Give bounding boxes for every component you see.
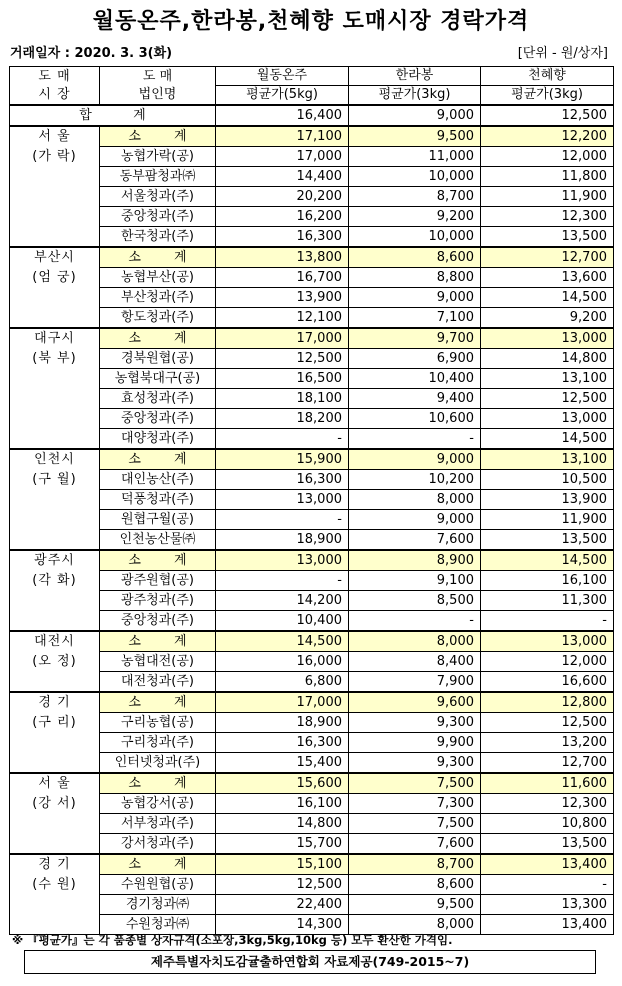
price-value-1: - xyxy=(216,571,349,591)
subtotal-label: 소 계 xyxy=(100,854,216,875)
subtotal-row xyxy=(10,550,614,571)
price-value-1: 17,100 xyxy=(216,126,349,147)
table-row xyxy=(10,409,614,429)
table-row xyxy=(10,571,614,591)
footnote: ※ 『평균가』는 각 품종별 상자규격(소포장,3kg,5kg,10kg 등) 모두 환산한 가격임. xyxy=(12,933,453,947)
page-title: 월동온주,한라봉,천혜향 도매시장 경락가격 xyxy=(92,9,530,34)
region-name: 부산시 (엄 궁) xyxy=(10,247,100,328)
table-row xyxy=(10,349,614,369)
price-value-2: 7,500 xyxy=(349,814,481,834)
price-value-3: 12,300 xyxy=(481,794,614,814)
price-value-2: 9,000 xyxy=(349,510,481,530)
subtotal-label: 소 계 xyxy=(100,550,216,571)
price-value-2: 11,000 xyxy=(349,147,481,167)
price-value-1: 15,400 xyxy=(216,753,349,774)
corp-name: 구리청과(주) xyxy=(100,733,216,753)
price-value-1: 16,500 xyxy=(216,369,349,389)
price-value-3: 13,600 xyxy=(481,268,614,288)
price-value-1: 22,400 xyxy=(216,895,349,915)
price-value-1: 16,300 xyxy=(216,470,349,490)
header-unit-3: 평균가(3kg) xyxy=(481,86,614,106)
corp-name: 중앙청과(주) xyxy=(100,611,216,632)
price-value-3: 12,200 xyxy=(481,126,614,147)
corp-name: 효성청과(주) xyxy=(100,389,216,409)
total-label: 합 계 xyxy=(10,105,216,126)
price-value-3: 13,000 xyxy=(481,409,614,429)
corp-name: 덕풍청과(주) xyxy=(100,490,216,510)
corp-name: 원협구월(공) xyxy=(100,510,216,530)
price-value-3: 16,100 xyxy=(481,571,614,591)
price-value-2: 8,700 xyxy=(349,854,481,875)
corp-name: 수원원협(공) xyxy=(100,875,216,895)
table-row xyxy=(10,814,614,834)
price-value-3: 13,400 xyxy=(481,854,614,875)
subtotal-row xyxy=(10,773,614,794)
price-value-3: 11,600 xyxy=(481,773,614,794)
corp-name: 한국청과(주) xyxy=(100,227,216,248)
header-product-2: 한라봉 xyxy=(349,67,481,86)
subtotal-row xyxy=(10,854,614,875)
subtotal-row xyxy=(10,328,614,349)
corp-name: 대전청과(주) xyxy=(100,672,216,693)
price-value-3: 14,500 xyxy=(481,288,614,308)
price-value-1: 12,500 xyxy=(216,349,349,369)
price-value-3: 11,300 xyxy=(481,591,614,611)
table-row xyxy=(10,167,614,187)
price-value-1: 13,800 xyxy=(216,247,349,268)
price-value-1: 16,100 xyxy=(216,794,349,814)
price-value-1: 16,000 xyxy=(216,652,349,672)
region-name: 서 울 (강 서) xyxy=(10,773,100,854)
price-value-1: 14,200 xyxy=(216,591,349,611)
subtotal-label: 소 계 xyxy=(100,247,216,268)
corp-name: 서부청과(주) xyxy=(100,814,216,834)
price-value-2: 7,100 xyxy=(349,308,481,329)
corp-name: 인터넷청과(주) xyxy=(100,753,216,774)
table-row xyxy=(10,369,614,389)
table-row xyxy=(10,611,614,632)
price-value-3: 14,500 xyxy=(481,429,614,450)
table-row xyxy=(10,490,614,510)
price-value-2: 9,300 xyxy=(349,713,481,733)
price-value-1: 14,300 xyxy=(216,915,349,935)
price-value-2: 7,300 xyxy=(349,794,481,814)
price-value-3: 13,500 xyxy=(481,834,614,855)
corp-name: 농협부산(공) xyxy=(100,268,216,288)
header-unit-1: 평균가(5kg) xyxy=(216,86,349,106)
price-value-2: 9,000 xyxy=(349,449,481,470)
price-value-3: 11,800 xyxy=(481,167,614,187)
total-value-3: 12,500 xyxy=(481,105,614,126)
table-row xyxy=(10,713,614,733)
price-value-2: 8,500 xyxy=(349,591,481,611)
price-value-1: 16,200 xyxy=(216,207,349,227)
price-value-3: 12,000 xyxy=(481,652,614,672)
price-value-1: 13,000 xyxy=(216,550,349,571)
price-value-1: 15,100 xyxy=(216,854,349,875)
price-value-1: 13,000 xyxy=(216,490,349,510)
price-value-2: 8,800 xyxy=(349,268,481,288)
price-value-2: 8,400 xyxy=(349,652,481,672)
table-row xyxy=(10,591,614,611)
price-value-3: 10,500 xyxy=(481,470,614,490)
corp-name: 수원청과㈜ xyxy=(100,915,216,935)
subtotal-row xyxy=(10,247,614,268)
price-value-1: 17,000 xyxy=(216,328,349,349)
price-value-3: 12,700 xyxy=(481,753,614,774)
corp-name: 중앙청과(주) xyxy=(100,207,216,227)
corp-name: 농협대전(공) xyxy=(100,652,216,672)
table-row xyxy=(10,470,614,490)
table-row xyxy=(10,895,614,915)
price-value-3: 10,800 xyxy=(481,814,614,834)
price-value-3: 9,200 xyxy=(481,308,614,329)
corp-name: 구리농협(공) xyxy=(100,713,216,733)
price-value-2: 9,600 xyxy=(349,692,481,713)
region-name: 광주시 (각 화) xyxy=(10,550,100,631)
price-value-2: 10,000 xyxy=(349,167,481,187)
price-value-3: 14,800 xyxy=(481,349,614,369)
price-value-2: 7,600 xyxy=(349,834,481,855)
price-value-3: 12,800 xyxy=(481,692,614,713)
subtotal-label: 소 계 xyxy=(100,126,216,147)
price-value-3: 12,500 xyxy=(481,713,614,733)
price-value-1: 16,300 xyxy=(216,733,349,753)
price-value-2: - xyxy=(349,611,481,632)
corp-name: 대양청과(주) xyxy=(100,429,216,450)
price-value-2: 9,500 xyxy=(349,895,481,915)
price-value-2: 7,600 xyxy=(349,530,481,551)
price-value-3: 13,100 xyxy=(481,369,614,389)
price-value-1: 15,700 xyxy=(216,834,349,855)
corp-name: 강서청과(주) xyxy=(100,834,216,855)
subtotal-label: 소 계 xyxy=(100,328,216,349)
price-value-1: 20,200 xyxy=(216,187,349,207)
price-value-2: 9,700 xyxy=(349,328,481,349)
price-value-1: 13,900 xyxy=(216,288,349,308)
table-row xyxy=(10,288,614,308)
price-value-2: - xyxy=(349,429,481,450)
subtotal-row xyxy=(10,631,614,652)
price-value-3: 14,500 xyxy=(481,550,614,571)
price-value-1: 15,900 xyxy=(216,449,349,470)
price-value-3: 13,500 xyxy=(481,227,614,248)
price-value-2: 8,000 xyxy=(349,915,481,935)
corp-name: 농협북대구(공) xyxy=(100,369,216,389)
region-name: 대구시 (북 부) xyxy=(10,328,100,449)
corp-name: 농협강서(공) xyxy=(100,794,216,814)
price-value-1: 6,800 xyxy=(216,672,349,693)
price-value-2: 8,000 xyxy=(349,490,481,510)
corp-name: 중앙청과(주) xyxy=(100,409,216,429)
header-market: 도 매 시 장 xyxy=(10,67,100,106)
price-value-3: 11,900 xyxy=(481,510,614,530)
price-value-2: 7,900 xyxy=(349,672,481,693)
table-row xyxy=(10,530,614,551)
trade-date: 거래일자 : 2020. 3. 3(화) xyxy=(10,46,173,61)
price-value-3: 12,300 xyxy=(481,207,614,227)
price-value-1: 17,000 xyxy=(216,692,349,713)
table-row xyxy=(10,753,614,774)
table-row xyxy=(10,308,614,329)
header-unit-2: 평균가(3kg) xyxy=(349,86,481,106)
price-value-2: 9,200 xyxy=(349,207,481,227)
price-value-2: 8,900 xyxy=(349,550,481,571)
price-value-2: 9,900 xyxy=(349,733,481,753)
corp-name: 항도청과(주) xyxy=(100,308,216,329)
price-value-3: 11,900 xyxy=(481,187,614,207)
total-value-2: 9,000 xyxy=(349,105,481,126)
subtotal-row xyxy=(10,126,614,147)
subtotal-label: 소 계 xyxy=(100,773,216,794)
region-name: 경 기 (수 원) xyxy=(10,854,100,935)
price-value-2: 10,200 xyxy=(349,470,481,490)
table-row xyxy=(10,794,614,814)
region-name: 인천시 (구 월) xyxy=(10,449,100,550)
table-row xyxy=(10,227,614,248)
table-row xyxy=(10,672,614,693)
price-value-1: 18,200 xyxy=(216,409,349,429)
table-row xyxy=(10,652,614,672)
price-value-2: 10,400 xyxy=(349,369,481,389)
price-value-3: 12,700 xyxy=(481,247,614,268)
subtotal-label: 소 계 xyxy=(100,692,216,713)
price-value-1: - xyxy=(216,510,349,530)
price-value-1: 16,300 xyxy=(216,227,349,248)
price-value-1: 18,900 xyxy=(216,713,349,733)
price-value-3: 13,500 xyxy=(481,530,614,551)
price-value-2: 6,900 xyxy=(349,349,481,369)
price-value-3: 13,000 xyxy=(481,328,614,349)
price-value-3: 13,900 xyxy=(481,490,614,510)
price-value-3: 13,200 xyxy=(481,733,614,753)
corp-name: 농협가락(공) xyxy=(100,147,216,167)
table-row xyxy=(10,389,614,409)
price-value-1: 14,500 xyxy=(216,631,349,652)
corp-name: 부산청과(주) xyxy=(100,288,216,308)
price-value-3: 12,000 xyxy=(481,147,614,167)
price-value-1: 10,400 xyxy=(216,611,349,632)
table-row xyxy=(10,187,614,207)
price-value-3: - xyxy=(481,875,614,895)
corp-name: 경기청과㈜ xyxy=(100,895,216,915)
price-value-3: 13,400 xyxy=(481,915,614,935)
price-value-1: 17,000 xyxy=(216,147,349,167)
price-value-1: 14,400 xyxy=(216,167,349,187)
price-value-2: 8,600 xyxy=(349,247,481,268)
table-row xyxy=(10,147,614,167)
unit-label: [단위 - 원/상자] xyxy=(517,46,608,61)
price-value-3: 12,500 xyxy=(481,389,614,409)
total-row xyxy=(10,105,614,126)
corp-name: 동부팜청과㈜ xyxy=(100,167,216,187)
table-row xyxy=(10,834,614,855)
corp-name: 대인농산(주) xyxy=(100,470,216,490)
table-row xyxy=(10,875,614,895)
price-value-2: 9,400 xyxy=(349,389,481,409)
price-value-1: 12,100 xyxy=(216,308,349,329)
price-value-2: 10,000 xyxy=(349,227,481,248)
price-value-3: - xyxy=(481,611,614,632)
total-value-1: 16,400 xyxy=(216,105,349,126)
price-value-1: 15,600 xyxy=(216,773,349,794)
table-row xyxy=(10,510,614,530)
price-value-1: - xyxy=(216,429,349,450)
price-value-2: 8,600 xyxy=(349,875,481,895)
price-value-2: 9,100 xyxy=(349,571,481,591)
price-value-1: 16,700 xyxy=(216,268,349,288)
source-box: 제주특별자치도감귤출하연합회 자료제공(749-2015~7) xyxy=(24,950,596,974)
subtotal-row xyxy=(10,692,614,713)
corp-name: 경북원협(공) xyxy=(100,349,216,369)
price-value-1: 18,100 xyxy=(216,389,349,409)
price-value-3: 13,100 xyxy=(481,449,614,470)
price-value-2: 9,300 xyxy=(349,753,481,774)
price-value-1: 14,800 xyxy=(216,814,349,834)
price-value-3: 16,600 xyxy=(481,672,614,693)
header-product-1: 월동온주 xyxy=(216,67,349,86)
region-name: 대전시 (오 정) xyxy=(10,631,100,692)
subtotal-row xyxy=(10,449,614,470)
table-row xyxy=(10,733,614,753)
price-table xyxy=(9,66,614,935)
price-value-2: 8,000 xyxy=(349,631,481,652)
price-value-3: 13,300 xyxy=(481,895,614,915)
price-value-2: 10,600 xyxy=(349,409,481,429)
header-product-3: 천혜향 xyxy=(481,67,614,86)
subtotal-label: 소 계 xyxy=(100,449,216,470)
price-value-1: 12,500 xyxy=(216,875,349,895)
table-row xyxy=(10,429,614,450)
price-value-2: 8,700 xyxy=(349,187,481,207)
price-value-1: 18,900 xyxy=(216,530,349,551)
corp-name: 광주원협(공) xyxy=(100,571,216,591)
price-value-2: 9,000 xyxy=(349,288,481,308)
price-value-3: 13,000 xyxy=(481,631,614,652)
table-row xyxy=(10,268,614,288)
subtotal-label: 소 계 xyxy=(100,631,216,652)
region-name: 서 울 (가 락) xyxy=(10,126,100,247)
price-value-2: 9,500 xyxy=(349,126,481,147)
table-row xyxy=(10,207,614,227)
corp-name: 인천농산물㈜ xyxy=(100,530,216,551)
region-name: 경 기 (구 리) xyxy=(10,692,100,773)
price-value-2: 7,500 xyxy=(349,773,481,794)
corp-name: 광주청과(주) xyxy=(100,591,216,611)
header-corp: 도 매 법인명 xyxy=(100,67,216,106)
corp-name: 서울청과(주) xyxy=(100,187,216,207)
